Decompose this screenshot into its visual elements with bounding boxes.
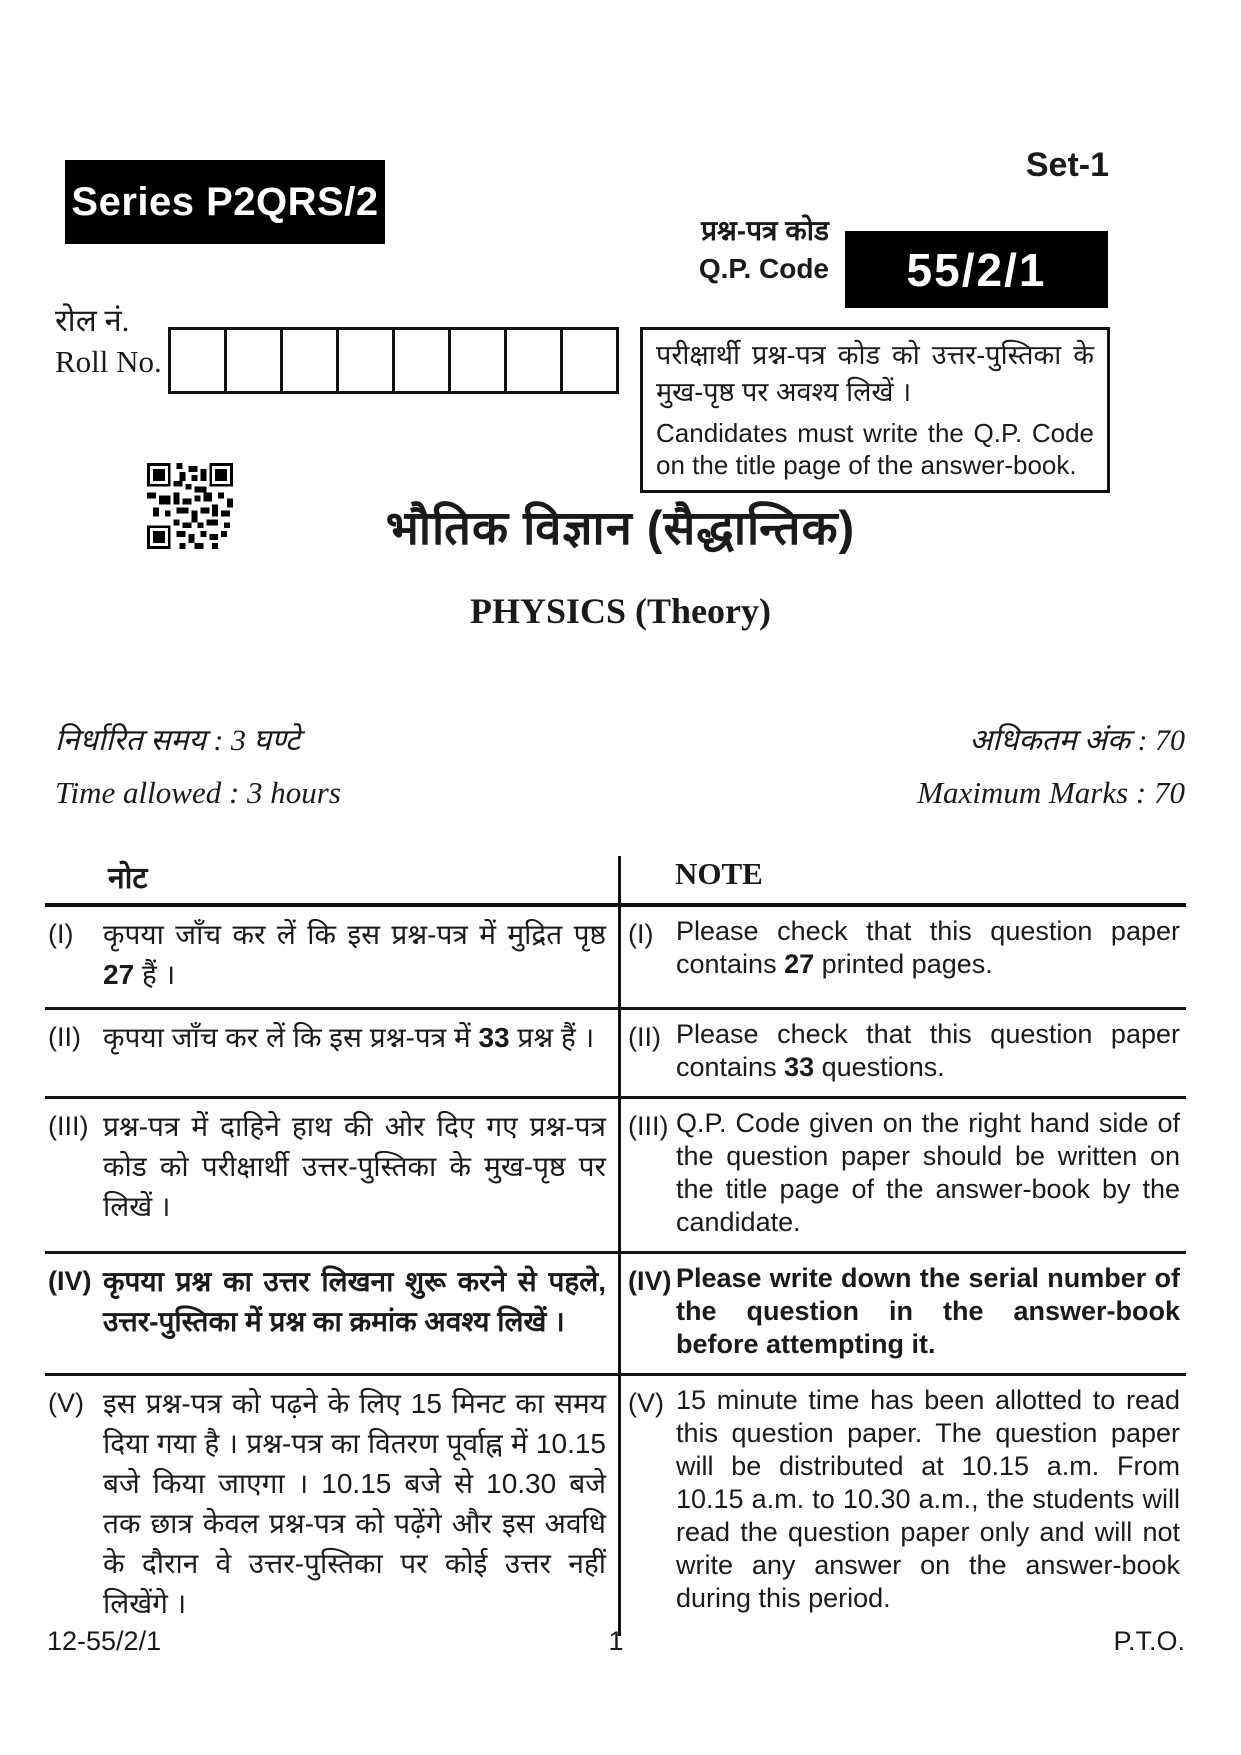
paper-title-hindi: भौतिक विज्ञान (सैद्धान्तिक) [385,501,856,554]
column-divider [618,856,621,1636]
note-row-5 [45,1376,1186,1636]
row-number: (IV) [48,1266,92,1296]
note-header-english: NOTE [675,856,763,891]
row-number: (IV) [628,1266,672,1296]
row-number: (V) [628,1388,664,1418]
note-table [45,856,1186,1636]
roll-no-label [55,300,162,382]
page-number: 1 [608,1626,624,1656]
note-text-hindi: कृपया जाँच कर लें कि इस प्रश्न-पत्र में 33 प्रश्न हैं । [103,1022,595,1053]
note-text-english: 15 minute time has been allotted to read this question paper. The question paper will be distributed at 10.15 a.m. From 10.15 a.m. to 10.30 a.m., the students will read the question paper only and will not write any answer on the answer-book during this period. [676,1385,1180,1613]
qp-code-label [699,212,829,288]
row-number: (III) [628,1111,669,1141]
note-row-3 [45,1099,1186,1254]
qp-code-value: 55/2/1 [906,243,1047,296]
roll-no-grid [168,327,619,394]
qp-code-label-hindi: प्रश्न-पत्र कोड [701,215,829,246]
note-text-english: Please check that this question paper contains 27 printed pages. [676,916,1180,979]
row-number: (II) [48,1022,81,1052]
qp-code-badge [845,231,1108,308]
time-allowed-hindi: निर्धारित समय : 3 घण्टे [55,724,301,757]
series-badge [65,160,385,244]
instruction-english: Candidates must write the Q.P. Code on the title page of the answer-book. [656,418,1094,480]
note-row-1 [45,907,1186,1010]
note-text-hindi: कृपया जाँच कर लें कि इस प्रश्न-पत्र में मुद्रित पृष्ठ 27 हैं । [103,919,606,990]
max-marks-hindi: अधिकतम अंक : 70 [969,724,1185,757]
time-allowed-english: Time allowed : 3 hours [55,775,341,810]
row-number: (II) [628,1022,661,1052]
note-row-4 [45,1254,1186,1376]
row-number: (V) [48,1388,84,1418]
row-number: (I) [48,919,74,949]
roll-no-cell[interactable] [168,327,227,394]
note-table-header [45,856,1186,907]
note-row-2 [45,1010,1186,1099]
meta-row-hindi [55,718,1185,759]
note-text-english: Q.P. Code given on the right hand side of the question paper should be written on the title page of the answer-book by the candidate. [676,1108,1180,1237]
series-label: Series P2QRS/2 [71,179,379,224]
pto-label: P.T.O. [1113,1626,1185,1656]
roll-no-cell[interactable] [392,327,451,394]
note-header-hindi: नोट [108,862,148,895]
note-text-hindi: इस प्रश्न-पत्र को पढ़ने के लिए 15 मिनट का समय दिया गया है । प्रश्न-पत्र का वितरण पूर्वाह्न में 10.15 बजे किया जाएगा । 10.15 बजे से 10.30 बजे तक छात्र केवल प्रश्न-पत्र को पढ़ेंगे और इस अवधि के दौरान वे उत्तर-पुस्तिका पर कोई उत्तर नहीं लिखेंगे । [103,1388,606,1619]
note-text-hindi: प्रश्न-पत्र में दाहिने हाथ की ओर दिए गए प्रश्न-पत्र कोड को परीक्षार्थी उत्तर-पुस्तिका के मुख-पृष्ठ पर लिखें । [103,1111,606,1222]
max-marks-english: Maximum Marks : 70 [917,775,1185,810]
roll-no-cell[interactable] [448,327,507,394]
footer-paper-code: 12-55/2/1 [47,1626,162,1656]
roll-no-label-english: Roll No. [55,344,162,379]
note-text-english: Please check that this question paper contains 33 questions. [676,1019,1180,1082]
roll-no-cell[interactable] [560,327,619,394]
roll-no-cell[interactable] [504,327,563,394]
instruction-hindi: परीक्षार्थी प्रश्न-पत्र कोड को उत्तर-पुस्तिका के मुख-पृष्ठ पर अवश्य लिखें । [656,340,1094,407]
paper-title-english: PHYSICS (Theory) [469,591,771,631]
set-label: Set-1 [1025,146,1109,184]
row-number: (I) [628,919,654,949]
qp-code-instruction-box [640,327,1110,493]
qp-code-label-english: Q.P. Code [698,253,829,284]
note-text-hindi: कृपया प्रश्न का उत्तर लिखना शुरू करने से पहले, उत्तर-पुस्तिका में प्रश्न का क्रमांक अवश्य लिखें । [103,1266,606,1337]
roll-no-cell[interactable] [336,327,395,394]
note-text-english: Please write down the serial number of the question in the answer-book before attempting it. [676,1263,1180,1359]
meta-row-english [55,775,1185,811]
roll-no-cell[interactable] [280,327,339,394]
row-number: (III) [48,1111,89,1141]
roll-no-cell[interactable] [224,327,283,394]
roll-no-label-hindi: रोल नं. [55,303,130,338]
